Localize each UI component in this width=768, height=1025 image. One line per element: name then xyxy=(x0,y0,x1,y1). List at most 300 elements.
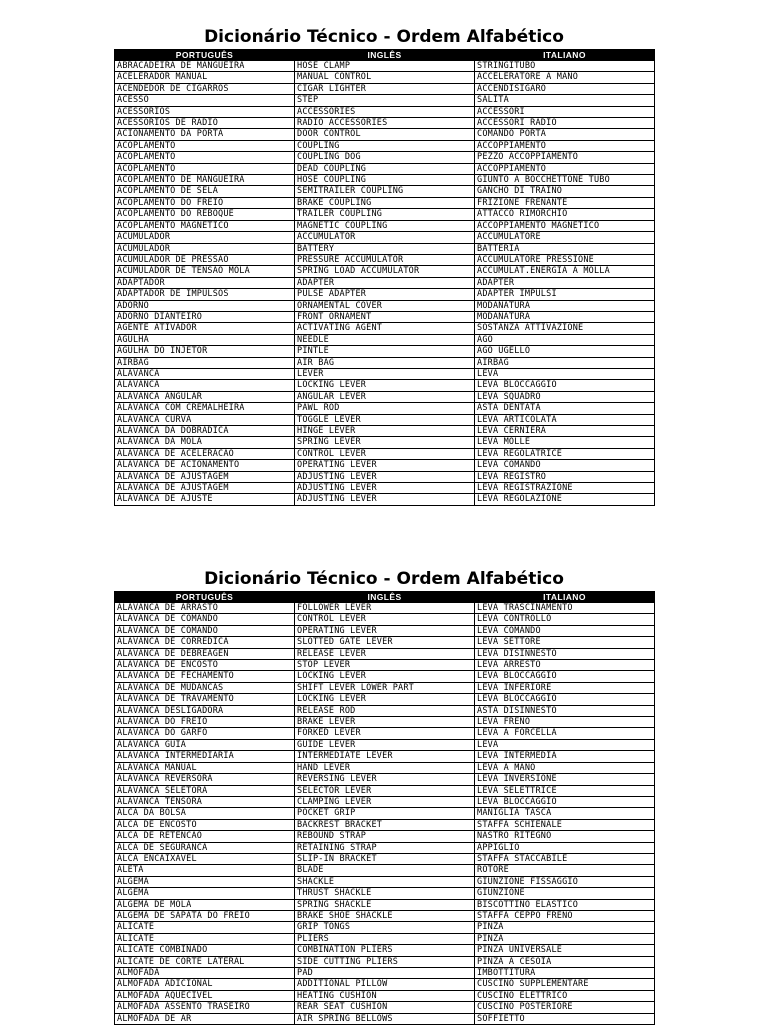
cell-portugues: ACESSORIOS xyxy=(115,106,295,117)
table-row xyxy=(115,751,655,762)
cell-portugues: ALMOFADA xyxy=(115,968,295,979)
cell-portugues: ALMOFADA DE AR xyxy=(115,1013,295,1024)
cell-ingles: ANGULAR LEVER xyxy=(295,391,475,402)
table-row xyxy=(115,739,655,750)
cell-portugues: ALAVANCA DA DOBRADICA xyxy=(115,426,295,437)
table-row xyxy=(115,254,655,265)
cell-portugues: ALCA DE SEGURANCA xyxy=(115,842,295,853)
cell-ingles: NEEDLE xyxy=(295,334,475,345)
cell-portugues: ALCA DE RETENCAO xyxy=(115,831,295,842)
cell-portugues: ACUMULADOR DE PRESSAO xyxy=(115,254,295,265)
cell-italiano: BISCOTTINO ELASTICO xyxy=(475,899,655,910)
cell-portugues: ALAVANCA DE CORREDICA xyxy=(115,637,295,648)
cell-portugues: ALAVANCA DE ENCOSTO xyxy=(115,660,295,671)
cell-ingles: COUPLING DOG xyxy=(295,152,475,163)
cell-italiano: GIUNZIONE xyxy=(475,888,655,899)
cell-italiano: ACCOPPIAMENTO xyxy=(475,163,655,174)
cell-ingles: PULSE ADAPTER xyxy=(295,289,475,300)
cell-portugues: AGULHA xyxy=(115,334,295,345)
cell-ingles: THRUST SHACKLE xyxy=(295,888,475,899)
cell-portugues: ADORNO xyxy=(115,300,295,311)
cell-italiano: LEVA INFERIORE xyxy=(475,682,655,693)
table-row xyxy=(115,819,655,830)
cell-ingles: CONTROL LEVER xyxy=(295,448,475,459)
cell-portugues: ADAPTADOR xyxy=(115,277,295,288)
table-header-row xyxy=(115,592,655,603)
cell-portugues: ALAVANCA DE FECHAMENTO xyxy=(115,671,295,682)
cell-italiano: IMBOTTITURA xyxy=(475,968,655,979)
table-row xyxy=(115,956,655,967)
cell-portugues: ALGEMA DE SAPATA DO FREIO xyxy=(115,910,295,921)
cell-ingles: REAR SEAT CUSHION xyxy=(295,1002,475,1013)
cell-ingles: HAND LEVER xyxy=(295,762,475,773)
table-row xyxy=(115,368,655,379)
cell-portugues: ADORNO DIANTEIRO xyxy=(115,311,295,322)
table-row xyxy=(115,163,655,174)
cell-italiano: LEVA FRENO xyxy=(475,717,655,728)
cell-portugues: ALAVANCA xyxy=(115,368,295,379)
cell-italiano: ATTACCO RIMORCHIO xyxy=(475,209,655,220)
cell-portugues: ALAVANCA DESLIGADORA xyxy=(115,705,295,716)
table-row xyxy=(115,671,655,682)
table-row xyxy=(115,785,655,796)
cell-italiano: NASTRO RITEGNO xyxy=(475,831,655,842)
cell-ingles: OPERATING LEVER xyxy=(295,460,475,471)
table-row xyxy=(115,774,655,785)
cell-ingles: PAWL ROD xyxy=(295,403,475,414)
cell-italiano: LEVA COMANDO xyxy=(475,625,655,636)
cell-italiano: LEVA SETTORE xyxy=(475,637,655,648)
cell-ingles: HOSE CLAMP xyxy=(295,61,475,72)
cell-ingles: ACCUMULATOR xyxy=(295,232,475,243)
table-row xyxy=(115,220,655,231)
cell-ingles: OPERATING LEVER xyxy=(295,625,475,636)
cell-portugues: ALAVANCA DO FREIO xyxy=(115,717,295,728)
table-row xyxy=(115,945,655,956)
table-row xyxy=(115,796,655,807)
cell-ingles: BATTERY xyxy=(295,243,475,254)
table-row xyxy=(115,152,655,163)
cell-portugues: ACENDEDOR DE CIGARROS xyxy=(115,83,295,94)
cell-italiano: LEVA TRASCINAMENTO xyxy=(475,603,655,614)
cell-italiano: AGO UGELLO xyxy=(475,346,655,357)
cell-italiano: LEVA REGISTRAZIONE xyxy=(475,483,655,494)
cell-italiano: LEVA REGISTRO xyxy=(475,471,655,482)
cell-italiano: APPIGLIO xyxy=(475,842,655,853)
table-row xyxy=(115,197,655,208)
cell-ingles: CONTROL LEVER xyxy=(295,614,475,625)
table-header-row xyxy=(115,50,655,61)
cell-ingles: PRESSURE ACCUMULATOR xyxy=(295,254,475,265)
cell-portugues: ALAVANCA DE ACIONAMENTO xyxy=(115,460,295,471)
cell-portugues: AIRBAG xyxy=(115,357,295,368)
cell-portugues: ACOPLAMENTO xyxy=(115,163,295,174)
cell-italiano: SALITA xyxy=(475,95,655,106)
cell-ingles: FRONT ORNAMENT xyxy=(295,311,475,322)
table-row xyxy=(115,922,655,933)
cell-italiano: STAFFA CEPPO FRENO xyxy=(475,910,655,921)
cell-ingles: HOSE COUPLING xyxy=(295,175,475,186)
cell-italiano: CUSCINO POSTERIORE xyxy=(475,1002,655,1013)
cell-italiano: LEVA A FORCELLA xyxy=(475,728,655,739)
cell-ingles: ADJUSTING LEVER xyxy=(295,483,475,494)
cell-italiano: COMANDO PORTA xyxy=(475,129,655,140)
cell-portugues: ALAVANCA INTERMEDIARIA xyxy=(115,751,295,762)
table-row xyxy=(115,232,655,243)
column-header-italiano: ITALIANO xyxy=(475,50,655,61)
cell-italiano: LEVA INVERSIONE xyxy=(475,774,655,785)
cell-portugues: ALAVANCA xyxy=(115,380,295,391)
cell-italiano: LEVA BLOCCAGGIO xyxy=(475,694,655,705)
cell-portugues: ALAVANCA DE ACELERACAO xyxy=(115,448,295,459)
table-row xyxy=(115,357,655,368)
cell-ingles: COUPLING xyxy=(295,140,475,151)
table-row xyxy=(115,266,655,277)
table-row xyxy=(115,346,655,357)
table-row xyxy=(115,95,655,106)
cell-ingles: ACCESSORIES xyxy=(295,106,475,117)
cell-italiano: ACCENDISIGARO xyxy=(475,83,655,94)
cell-ingles: RELEASE ROD xyxy=(295,705,475,716)
table-row xyxy=(115,1002,655,1013)
cell-portugues: ALCA ENCAIXAVEL xyxy=(115,853,295,864)
cell-portugues: ALAVANCA DE AJUSTAGEM xyxy=(115,483,295,494)
cell-ingles: FORKED LEVER xyxy=(295,728,475,739)
cell-italiano: PINZA A CESOIA xyxy=(475,956,655,967)
cell-portugues: ALMOFADA ADICIONAL xyxy=(115,979,295,990)
table-row xyxy=(115,705,655,716)
cell-ingles: MAGNETIC COUPLING xyxy=(295,220,475,231)
cell-portugues: ABRACADEIRA DE MANGUEIRA xyxy=(115,61,295,72)
table-row xyxy=(115,186,655,197)
cell-portugues: ALAVANCA DE DEBREAGEN xyxy=(115,648,295,659)
cell-ingles: STOP LEVER xyxy=(295,660,475,671)
cell-ingles: BRAKE COUPLING xyxy=(295,197,475,208)
cell-italiano: LEVA CERNIERA xyxy=(475,426,655,437)
cell-italiano: ACCOPPIAMENTO xyxy=(475,140,655,151)
table-row xyxy=(115,311,655,322)
cell-italiano: ACCESSORI xyxy=(475,106,655,117)
cell-italiano: LEVA BLOCCAGGIO xyxy=(475,380,655,391)
cell-italiano: MANIGLIA TASCA xyxy=(475,808,655,819)
cell-portugues: ALICATE xyxy=(115,933,295,944)
table-row xyxy=(115,61,655,72)
cell-ingles: REBOUND STRAP xyxy=(295,831,475,842)
cell-ingles: SIDE CUTTING PLIERS xyxy=(295,956,475,967)
cell-portugues: ALAVANCA DA MOLA xyxy=(115,437,295,448)
cell-ingles: SHACKLE xyxy=(295,876,475,887)
cell-italiano: LEVA REGOLAZIONE xyxy=(475,494,655,505)
table-row xyxy=(115,717,655,728)
cell-ingles: TOGGLE LEVER xyxy=(295,414,475,425)
cell-italiano: LEVA A MANO xyxy=(475,762,655,773)
cell-italiano: ADAPTER xyxy=(475,277,655,288)
cell-ingles: BRAKE SHOE SHACKLE xyxy=(295,910,475,921)
table-row xyxy=(115,289,655,300)
cell-italiano: ASTA DISINNESTO xyxy=(475,705,655,716)
cell-italiano: LEVA ARRESTO xyxy=(475,660,655,671)
column-header-portugues: PORTUGUÊS xyxy=(115,592,295,603)
cell-ingles: GRIP TONGS xyxy=(295,922,475,933)
cell-italiano: LEVA xyxy=(475,739,655,750)
table-row xyxy=(115,603,655,614)
cell-ingles: ORNAMENTAL COVER xyxy=(295,300,475,311)
cell-ingles: ADJUSTING LEVER xyxy=(295,471,475,482)
cell-italiano: LEVA COMANDO xyxy=(475,460,655,471)
cell-italiano: STAFFA STACCABILE xyxy=(475,853,655,864)
cell-ingles: RETAINING STRAP xyxy=(295,842,475,853)
cell-ingles: COMBINATION PLIERS xyxy=(295,945,475,956)
table-row xyxy=(115,899,655,910)
cell-ingles: SLIP-IN BRACKET xyxy=(295,853,475,864)
cell-portugues: ALAVANCA DE COMANDO xyxy=(115,614,295,625)
cell-ingles: LOCKING LEVER xyxy=(295,380,475,391)
table-row xyxy=(115,853,655,864)
cell-ingles: PAD xyxy=(295,968,475,979)
table-row xyxy=(115,106,655,117)
cell-ingles: HEATING CUSHION xyxy=(295,990,475,1001)
column-header-portugues: PORTUGUÊS xyxy=(115,50,295,61)
cell-italiano: LEVA SQUADRO xyxy=(475,391,655,402)
cell-italiano: LEVA REGOLATRICE xyxy=(475,448,655,459)
cell-portugues: AGENTE ATIVADOR xyxy=(115,323,295,334)
cell-portugues: ALGEMA xyxy=(115,876,295,887)
cell-portugues: ALAVANCA TENSORA xyxy=(115,796,295,807)
cell-italiano: LEVA BLOCCAGGIO xyxy=(475,671,655,682)
cell-portugues: ACOPLAMENTO DE MANGUEIRA xyxy=(115,175,295,186)
cell-portugues: ALAVANCA DE AJUSTAGEM xyxy=(115,471,295,482)
cell-portugues: ALMOFADA AQUECIVEL xyxy=(115,990,295,1001)
cell-italiano: GIUNZIONE FISSAGGIO xyxy=(475,876,655,887)
cell-portugues: ALAVANCA GUIA xyxy=(115,739,295,750)
cell-ingles: FOLLOWER LEVER xyxy=(295,603,475,614)
cell-portugues: ALAVANCA DE MUDANCAS xyxy=(115,682,295,693)
page-title: Dicionário Técnico - Ordem Alfabético xyxy=(204,27,564,47)
dictionary-table xyxy=(114,49,655,506)
cell-portugues: ALICATE COMBINADO xyxy=(115,945,295,956)
cell-ingles: SELECTOR LEVER xyxy=(295,785,475,796)
cell-italiano: LEVA BLOCCAGGIO xyxy=(475,796,655,807)
cell-portugues: ALAVANCA DE TRAVAMENTO xyxy=(115,694,295,705)
cell-italiano: BATTERIA xyxy=(475,243,655,254)
cell-ingles: GUIDE LEVER xyxy=(295,739,475,750)
cell-ingles: CLAMPING LEVER xyxy=(295,796,475,807)
cell-portugues: ACOPLAMENTO DO REBOQUE xyxy=(115,209,295,220)
cell-portugues: ALAVANCA REVERSORA xyxy=(115,774,295,785)
table-row xyxy=(115,614,655,625)
cell-ingles: SLOTTED GATE LEVER xyxy=(295,637,475,648)
table-row xyxy=(115,1013,655,1024)
cell-portugues: ALICATE xyxy=(115,922,295,933)
table-row xyxy=(115,808,655,819)
cell-ingles: LEVER xyxy=(295,368,475,379)
table-row xyxy=(115,888,655,899)
cell-ingles: POCKET GRIP xyxy=(295,808,475,819)
column-header-ingles: INGLÊS xyxy=(295,50,475,61)
cell-portugues: ACUMULADOR xyxy=(115,232,295,243)
cell-portugues: ALETA xyxy=(115,865,295,876)
cell-ingles: HINGE LEVER xyxy=(295,426,475,437)
table-row xyxy=(115,460,655,471)
cell-ingles: SPRING SHACKLE xyxy=(295,899,475,910)
table-row xyxy=(115,426,655,437)
cell-portugues: ALAVANCA DE ARRASTO xyxy=(115,603,295,614)
cell-italiano: AGO xyxy=(475,334,655,345)
cell-italiano: LEVA SELETTRICE xyxy=(475,785,655,796)
table-row xyxy=(115,448,655,459)
table-row xyxy=(115,990,655,1001)
cell-portugues: ALAVANCA ANGULAR xyxy=(115,391,295,402)
cell-portugues: ACOPLAMENTO MAGNETICO xyxy=(115,220,295,231)
cell-portugues: ACOPLAMENTO xyxy=(115,152,295,163)
cell-ingles: MANUAL CONTROL xyxy=(295,72,475,83)
cell-ingles: PLIERS xyxy=(295,933,475,944)
cell-ingles: SPRING LEVER xyxy=(295,437,475,448)
cell-ingles: DOOR CONTROL xyxy=(295,129,475,140)
table-row xyxy=(115,979,655,990)
cell-portugues: ALMOFADA ASSENTO TRASEIRO xyxy=(115,1002,295,1013)
cell-ingles: PINTLE xyxy=(295,346,475,357)
dictionary-table xyxy=(114,591,655,1025)
cell-ingles: BACKREST BRACKET xyxy=(295,819,475,830)
cell-ingles: BRAKE LEVER xyxy=(295,717,475,728)
table-row xyxy=(115,380,655,391)
table-row xyxy=(115,682,655,693)
cell-ingles: INTERMEDIATE LEVER xyxy=(295,751,475,762)
table-row xyxy=(115,831,655,842)
cell-italiano: ACCUMULATORE xyxy=(475,232,655,243)
cell-portugues: ALAVANCA DO GARFO xyxy=(115,728,295,739)
cell-portugues: ALAVANCA CURVA xyxy=(115,414,295,425)
cell-italiano: PINZA xyxy=(475,922,655,933)
cell-portugues: ALICATE DE CORTE LATERAL xyxy=(115,956,295,967)
table-row xyxy=(115,118,655,129)
cell-italiano: LEVA MOLLE xyxy=(475,437,655,448)
cell-portugues: ACUMULADOR DE TENSAO MOLA xyxy=(115,266,295,277)
cell-ingles: STEP xyxy=(295,95,475,106)
cell-italiano: PEZZO ACCOPPIAMENTO xyxy=(475,152,655,163)
cell-portugues: ALGEMA DE MOLA xyxy=(115,899,295,910)
cell-ingles: LOCKING LEVER xyxy=(295,694,475,705)
table-row xyxy=(115,414,655,425)
cell-italiano: PINZA UNIVERSALE xyxy=(475,945,655,956)
cell-italiano: STRINGITUBO xyxy=(475,61,655,72)
cell-portugues: ALCA DA BOLSA xyxy=(115,808,295,819)
cell-ingles: ADDITIONAL PILLOW xyxy=(295,979,475,990)
table-row xyxy=(115,140,655,151)
cell-ingles: LOCKING LEVER xyxy=(295,671,475,682)
table-row xyxy=(115,762,655,773)
cell-italiano: LEVA ARTICOLATA xyxy=(475,414,655,425)
cell-portugues: ADAPTADOR DE IMPULSOS xyxy=(115,289,295,300)
table-row xyxy=(115,625,655,636)
table-row xyxy=(115,637,655,648)
cell-italiano: LEVA DISINNESTO xyxy=(475,648,655,659)
cell-ingles: CIGAR LIGHTER xyxy=(295,83,475,94)
table-row xyxy=(115,129,655,140)
cell-italiano: LEVA INTERMEDIA xyxy=(475,751,655,762)
table-row xyxy=(115,865,655,876)
cell-ingles: AIR SPRING BELLOWS xyxy=(295,1013,475,1024)
table-row xyxy=(115,471,655,482)
cell-portugues: ALAVANCA MANUAL xyxy=(115,762,295,773)
cell-italiano: GIUNTO A BOCCHETTONE TUBO xyxy=(475,175,655,186)
table-row xyxy=(115,209,655,220)
table-row xyxy=(115,876,655,887)
cell-italiano: PINZA xyxy=(475,933,655,944)
cell-italiano: ACCELERATORE A MANO xyxy=(475,72,655,83)
table-row xyxy=(115,648,655,659)
table-row xyxy=(115,494,655,505)
table-row xyxy=(115,334,655,345)
table-row xyxy=(115,483,655,494)
cell-portugues: ALAVANCA SELETORA xyxy=(115,785,295,796)
cell-italiano: AIRBAG xyxy=(475,357,655,368)
cell-portugues: ACESSO xyxy=(115,95,295,106)
cell-italiano: ASTA DENTATA xyxy=(475,403,655,414)
cell-portugues: AGULHA DO INJETOR xyxy=(115,346,295,357)
cell-portugues: ACOPLAMENTO xyxy=(115,140,295,151)
cell-italiano: CUSCINO SUPPLEMENTARE xyxy=(475,979,655,990)
cell-italiano: LEVA xyxy=(475,368,655,379)
cell-ingles: RADIO ACCESSORIES xyxy=(295,118,475,129)
table-row xyxy=(115,728,655,739)
column-header-ingles: INGLÊS xyxy=(295,592,475,603)
cell-italiano: LEVA CONTROLLO xyxy=(475,614,655,625)
cell-ingles: RELEASE LEVER xyxy=(295,648,475,659)
table-row xyxy=(115,300,655,311)
cell-italiano: ACCUMULATORE PRESSIONE xyxy=(475,254,655,265)
table-row xyxy=(115,243,655,254)
table-row xyxy=(115,968,655,979)
cell-portugues: ACUMULADOR xyxy=(115,243,295,254)
cell-portugues: ALAVANCA DE AJUSTE xyxy=(115,494,295,505)
cell-italiano: SOFFIETTO xyxy=(475,1013,655,1024)
cell-ingles: ADAPTER xyxy=(295,277,475,288)
table-row xyxy=(115,83,655,94)
cell-italiano: ACCOPPIAMENTO MAGNETICO xyxy=(475,220,655,231)
cell-portugues: ALCA DE ENCOSTO xyxy=(115,819,295,830)
cell-portugues: ALAVANCA COM CREMALHEIRA xyxy=(115,403,295,414)
table-row xyxy=(115,694,655,705)
cell-portugues: ALAVANCA DE COMANDO xyxy=(115,625,295,636)
page-title: Dicionário Técnico - Ordem Alfabético xyxy=(204,569,564,589)
table-row xyxy=(115,391,655,402)
cell-ingles: REVERSING LEVER xyxy=(295,774,475,785)
cell-portugues: ACIONAMENTO DA PORTA xyxy=(115,129,295,140)
table-row xyxy=(115,175,655,186)
cell-italiano: FRIZIONE FRENANTE xyxy=(475,197,655,208)
cell-italiano: SOSTANZA ATTIVAZIONE xyxy=(475,323,655,334)
cell-italiano: MODANATURA xyxy=(475,311,655,322)
table-row xyxy=(115,277,655,288)
cell-italiano: ACCUMULAT.ENERGIA A MOLLA xyxy=(475,266,655,277)
cell-italiano: CUSCINO ELETTRICO xyxy=(475,990,655,1001)
table-row xyxy=(115,437,655,448)
cell-portugues: ALGEMA xyxy=(115,888,295,899)
column-header-italiano: ITALIANO xyxy=(475,592,655,603)
cell-ingles: SPRING LOAD ACCUMULATOR xyxy=(295,266,475,277)
cell-portugues: ACELERADOR MANUAL xyxy=(115,72,295,83)
cell-portugues: ACOPLAMENTO DO FREIO xyxy=(115,197,295,208)
cell-italiano: ROTORE xyxy=(475,865,655,876)
cell-ingles: TRAILER COUPLING xyxy=(295,209,475,220)
cell-ingles: SHIFT LEVER LOWER PART xyxy=(295,682,475,693)
cell-ingles: ACTIVATING AGENT xyxy=(295,323,475,334)
table-row xyxy=(115,933,655,944)
cell-ingles: BLADE xyxy=(295,865,475,876)
table-row xyxy=(115,842,655,853)
